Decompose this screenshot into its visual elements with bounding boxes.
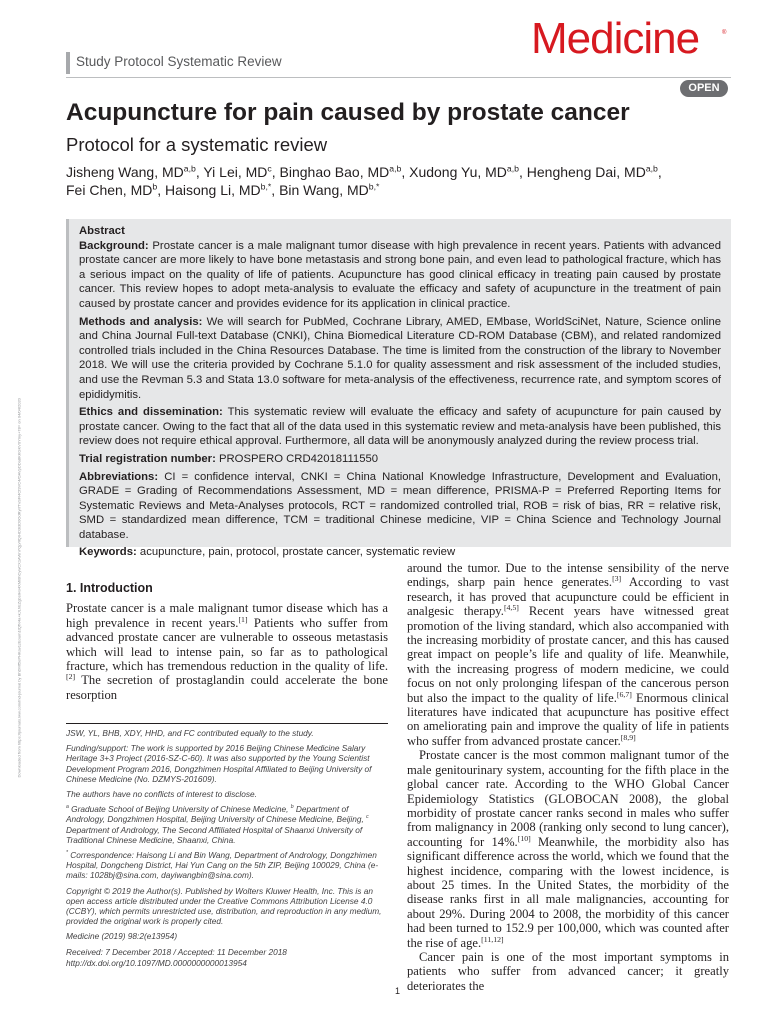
abstract-trial: [79, 452, 721, 467]
author-affiliation-marker: a,b: [183, 163, 196, 174]
author-affiliation-marker: a,b: [389, 163, 402, 174]
left-column: [66, 581, 388, 702]
author-line: [66, 181, 736, 199]
methods-label: Methods and analysis:: [79, 315, 203, 328]
author-separator: ,: [271, 164, 280, 180]
text-run: Graduate School of Beijing University of Chinese Medicine,: [68, 804, 291, 815]
footnote-correspondence: [66, 850, 388, 881]
right-column: [407, 561, 729, 993]
reference-marker: [2]: [66, 672, 76, 682]
footnote-received: Received: 7 December 2018 / Accepted: 11 December 2018: [66, 946, 287, 957]
download-notice-strip: [14, 300, 24, 780]
reference-marker: *: [66, 850, 68, 857]
author-name: Binghao Bao, MD: [279, 164, 390, 180]
keywords-text: acupuncture, pain, protocol, prostate cancer, systematic review: [139, 546, 456, 559]
reference-marker: [6,7]: [616, 689, 632, 699]
page-number: 1: [395, 986, 401, 996]
download-notice-text: Downloaded from https://journals.lww.com/md-journal by BhDMf5ePHKav1zEoum1tQfN4a+kJLhEZgbsIHo4XMi0hCywCX1AWnYQp/IlQrHD3i3D0OdRyi7TvSFl4Cf3VC4/OAVpDDa8KKGKV0Ymy+78= on 04/04/2020: [16, 398, 22, 778]
methods-text: We will search for PubMed, Cochrane Library, AMED, EMbase, WorldSciNet, Nature, Science online and China Journal Full-text Database (CNKI), China Biomedical Literature CD-ROM Database (CBM), and related randomized controlled trials included in the China Resources Database. The time is limited from the construction of the library to November 2018. We will use the criteria provided by Cochrane 5.1.0 for quality assessment and risk assessment of the included studies, and use the Revman 5.3 and Stata 13.0 software for meta-analysis of the effectiveness, recurrence rate, and symptom scores of epididymitis.: [79, 315, 722, 401]
author-name: Haisong Li, MD: [164, 182, 261, 198]
text-run: Department of Andrology, The Second Affiliated Hospital of Shaanxi University of Traditional Chinese Medicine, Shaanxi, China.: [66, 824, 363, 845]
text-run: Prostate cancer is the most common malignant tumor of the male genitourinary system, accounting for the fifth place in the global cancer rate. According to the WHO Global Cancer Epidemiology Statistics (GLOBOCAN 2008), the global morbidity of prostate cancer ranks second in males who suffer from malignancy in 2008 (ranking only second to lung cancer), accounting for 14%.: [407, 748, 729, 849]
abstract-keywords: [79, 545, 721, 560]
trial-label: Trial registration number:: [79, 452, 216, 465]
abbreviations-label: Abbreviations:: [79, 470, 159, 483]
header-rule: [66, 77, 731, 78]
text-run: According to vast research, it has proved that acupuncture could be efficient in analgesic therapy.: [407, 575, 729, 619]
background-label: Background:: [79, 239, 149, 252]
author-separator: ,: [271, 182, 280, 198]
text-run: The secretion of prostaglandin could accelerate the bone resorption: [66, 673, 388, 702]
footnote-affiliations: [66, 804, 388, 845]
intro-paragraph-1: [66, 601, 388, 702]
article-title: Acupuncture for pain caused by prostate cancer: [66, 99, 630, 126]
intro-paragraph-2: [407, 561, 729, 748]
abstract-heading: Abstract: [79, 225, 125, 237]
footnote-funding: Funding/support: The work is supported by 2016 Beijing Chinese Medicine Salary Heritage 3+3 Project (2016-SZ-C-60). It was also supported by the Young Scientist Development Program 2016, Dongzhimen Hospital Affiliated to Beijing University of Chinese Medicine (No. DZMYS-201609).: [66, 743, 372, 784]
author-affiliation-marker: b,*: [368, 181, 380, 192]
abstract-abbreviations: [79, 470, 721, 543]
author-affiliation-marker: a,b: [645, 163, 658, 174]
text-run: Enormous clinical literatures have indicated that acupuncture has positive effect on ameliorating pain and improve the quality of life in patients who suffer from advanced prostate cancer.: [407, 690, 729, 748]
reference-marker: [4,5]: [503, 603, 519, 613]
article-subtitle: Protocol for a systematic review: [66, 134, 328, 155]
footnote-contributions: JSW, YL, BHB, XDY, HHD, and FC contributed equally to the study.: [66, 728, 314, 738]
ethics-label: Ethics and dissemination:: [79, 406, 223, 419]
author-line: [66, 163, 736, 181]
ethics-text: This systematic review will evaluate the efficacy and safety of acupuncture for pain caused by prostate cancer. Owing to the fact that all of the data used in this systematic review and meta-analysis have been published, this review does not require ethical approval. Furthermore, all data will be anonymously analyzed during the review process trial.: [79, 406, 722, 448]
author-separator: ,: [157, 182, 165, 198]
journal-logo: Medicine: [531, 14, 700, 63]
abstract-methods: [79, 315, 721, 403]
text-run: Patients who suffer from advanced prostate cancer are vulnerable to osseous metastasis which will lead to intense pain, so far as to pathological fracture, which has tremendous reduction in the quality of life.: [66, 615, 388, 674]
section-tag: Study Protocol Systematic Review: [76, 54, 282, 69]
footnote-citation: Medicine (2019) 98:2(e13954): [66, 931, 178, 942]
footnote-rule: [66, 723, 388, 724]
author-name: Bin Wang, MD: [279, 182, 369, 198]
abbreviations-text: CI = confidence interval, CNKI = China National Knowledge Infrastructure, Development and Evaluation, GRADE = Grading of Recommendations Assessment, MD = mean difference, PRISMA-P = Preferred Reporting Items for Systematic Reviews and Meta-Analyses protocols, RCT = randomized controlled trial, ROB = risk of bias, RR = relative risk, SMD = standardized mean difference, TCM = traditional Chinese medicine, VIP = China Science and Technology Journal database.: [79, 470, 722, 541]
author-name: Hengheng Dai, MD: [526, 164, 646, 180]
reference-marker: [10]: [517, 833, 531, 843]
reference-marker: a: [66, 804, 69, 811]
trial-text: PROSPERO CRD42018111550: [218, 452, 379, 465]
author-name: Fei Chen, MD: [66, 182, 153, 198]
footnote-copyright: Copyright © 2019 the Author(s). Published by Wolters Kluwer Health, Inc. This is an open access article distributed under the Creative Commons Attribution License 4.0 (CCBY), which permits unrestricted use, distribution, and reproduction in any medium, provided the original work is properly cited.: [66, 885, 382, 927]
reference-marker: c: [366, 814, 369, 821]
author-list: [66, 163, 736, 199]
text-run: Meanwhile, the morbidity also has significant difference across the world, which we found that the highest incidence, comparing with the lowest incidence, is about 25 times. In the United States, the morbidity of the disease ranks first in all male malignancies, accounting for about 29%. During 2004 to 2008, the morbidity of this cancer had been turned to 152.9 per 100,000, which was counted after the rise of age.: [407, 834, 729, 950]
intro-paragraph-4: [407, 950, 729, 993]
background-text: Prostate cancer is a male malignant tumor disease with high prevalence in recent years. Patients with advanced prostate cancer are more likely to have bone metastasis and strong bone pain, and even lead to pathological fracture, which has a serious impact on the quality of life of patients. Acupuncture has good clinical efficacy in treating pain caused by prostate cancer. This review hopes to adopt meta-analysis to evaluate the efficacy and safety of acupuncture in the treatment of pain caused by prostate cancer and provides evidence for its application in clinical practice.: [79, 239, 721, 310]
footnote-doi[interactable]: http://dx.doi.org/10.1097/MD.0000000000013954: [66, 957, 247, 968]
author-name: Yi Lei, MD: [203, 164, 268, 180]
registered-mark: ®: [722, 30, 727, 36]
text-run: Cancer pain is one of the most important symptoms in patients who suffer from advanced cancer; it greatly deteriorates the: [407, 949, 729, 993]
introduction-heading: 1. Introduction: [66, 581, 153, 595]
text-run: Prostate cancer is a male malignant tumor disease which has a high prevalence in recent years.: [66, 601, 388, 630]
keywords-label: Keywords:: [79, 546, 137, 559]
text-run: Correspondence: Haisong Li and Bin Wang, Department of Andrology, Dongzhimen Hospital, Dongcheng District, Hai Yun Cang on the 5th ZIP, Beijing 100029, China (e-mails: 1028bj@sina.com, dayiwangbin@sina.com).: [66, 850, 379, 881]
author-affiliation-marker: a,b: [506, 163, 519, 174]
author-separator: ,: [195, 164, 204, 180]
footnotes: [66, 728, 388, 973]
author-separator: ,: [518, 164, 527, 180]
author-separator: ,: [401, 164, 410, 180]
reference-marker: [1]: [238, 614, 248, 624]
text-run: Department of Andrology, Dongzhimen Hospital, Beijing University of Chinese Medicine, Beijing,: [66, 804, 367, 825]
header-accent-bar: [66, 52, 70, 74]
footnote-conflicts: The authors have no conflicts of interest to disclose.: [66, 789, 257, 800]
author-affiliation-marker: b: [152, 181, 158, 192]
open-access-badge: OPEN: [680, 80, 728, 97]
reference-marker: [3]: [612, 574, 622, 584]
reference-marker: [8,9]: [620, 732, 636, 742]
text-run: Recent years have witnessed great promotion of the living standard, which also accompanied with the increasing morbidity of prostate cancer, and this has caused great impact on people’s life and quality of life. Meanwhile, with the increasing progress of modern medicine, we could focus on not only prolonging lifespan of the cancerous person but also the impact to the quality of life.: [407, 604, 729, 705]
reference-marker: [11,12]: [481, 934, 504, 944]
author-affiliation-marker: b,*: [260, 181, 272, 192]
author-name: Xudong Yu, MD: [409, 164, 507, 180]
reference-marker: b: [290, 804, 294, 811]
author-separator: ,: [657, 164, 662, 180]
abstract-box: [66, 219, 731, 559]
abstract-background: [79, 239, 721, 312]
intro-paragraph-3: [407, 748, 729, 950]
text-run: around the tumor. Due to the intense sensibility of the nerve endings, sharp pain hence generates.: [407, 561, 729, 590]
abstract-ethics: [79, 405, 721, 449]
author-name: Jisheng Wang, MD: [66, 164, 184, 180]
author-affiliation-marker: c: [267, 163, 272, 174]
